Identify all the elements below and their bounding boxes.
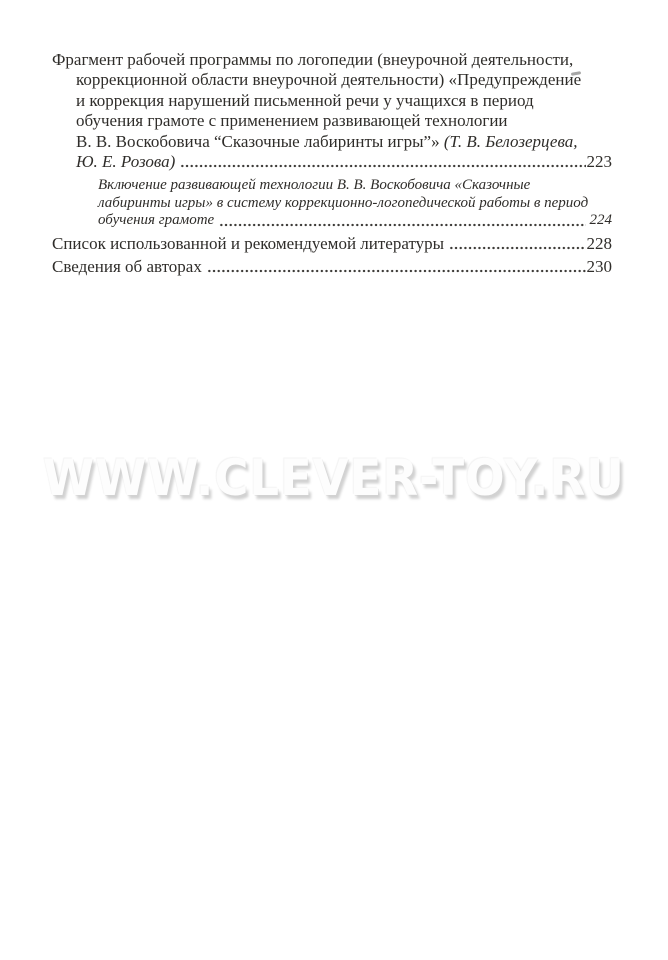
dot-leader: [180, 163, 585, 169]
toc-entry-authors-info: [52, 256, 612, 277]
toc-line: [52, 152, 612, 172]
dot-leader: [219, 222, 585, 228]
toc-entry-program-fragment: [52, 50, 612, 172]
dot-leader: [207, 268, 586, 274]
toc-line: коррекционной области внеурочной деятельности) «Предупреждение: [76, 70, 582, 90]
toc-authors: Ю. Е. Розова): [76, 152, 176, 172]
toc-line: и коррекция нарушений письменной речи у учащихся в период: [76, 90, 534, 110]
toc-line: лабиринты игры» в систему коррекционно-логопедической работы в период: [98, 194, 589, 211]
page-number: 228: [586, 233, 612, 253]
toc-line: обучения грамоте с применением развивающей технологии: [76, 111, 508, 131]
toc-line: [52, 233, 612, 254]
toc-line: [98, 212, 612, 230]
toc-line-text: Список использованной и рекомендуемой литературы: [52, 233, 445, 253]
toc-line-text: Сведения об авторах: [52, 256, 202, 276]
table-of-contents: [52, 50, 612, 277]
toc-line: [52, 256, 612, 277]
watermark-text: WWW.CLEVER-TOY.RU: [43, 449, 625, 507]
watermark: [0, 448, 668, 508]
toc-line: Фрагмент рабочей программы по логопедии (внеурочной деятельности,: [52, 50, 574, 69]
toc-line-text: обучения грамоте: [98, 212, 215, 229]
page-number: 230: [586, 256, 612, 276]
toc-entry-literature: [52, 233, 612, 254]
toc-subentry-technology: [52, 177, 612, 230]
page-number: 223: [586, 152, 612, 172]
toc-line: [52, 132, 612, 152]
toc-authors: (Т. В. Белозерцева,: [443, 131, 578, 151]
toc-line: Включение развивающей технологии В. В. Воскобовича «Сказочные: [98, 177, 531, 194]
toc-line-text: В. В. Воскобовича “Сказочные лабиринты игры”»: [76, 131, 444, 151]
page-number: 224: [589, 212, 612, 229]
dot-leader: [449, 245, 585, 251]
